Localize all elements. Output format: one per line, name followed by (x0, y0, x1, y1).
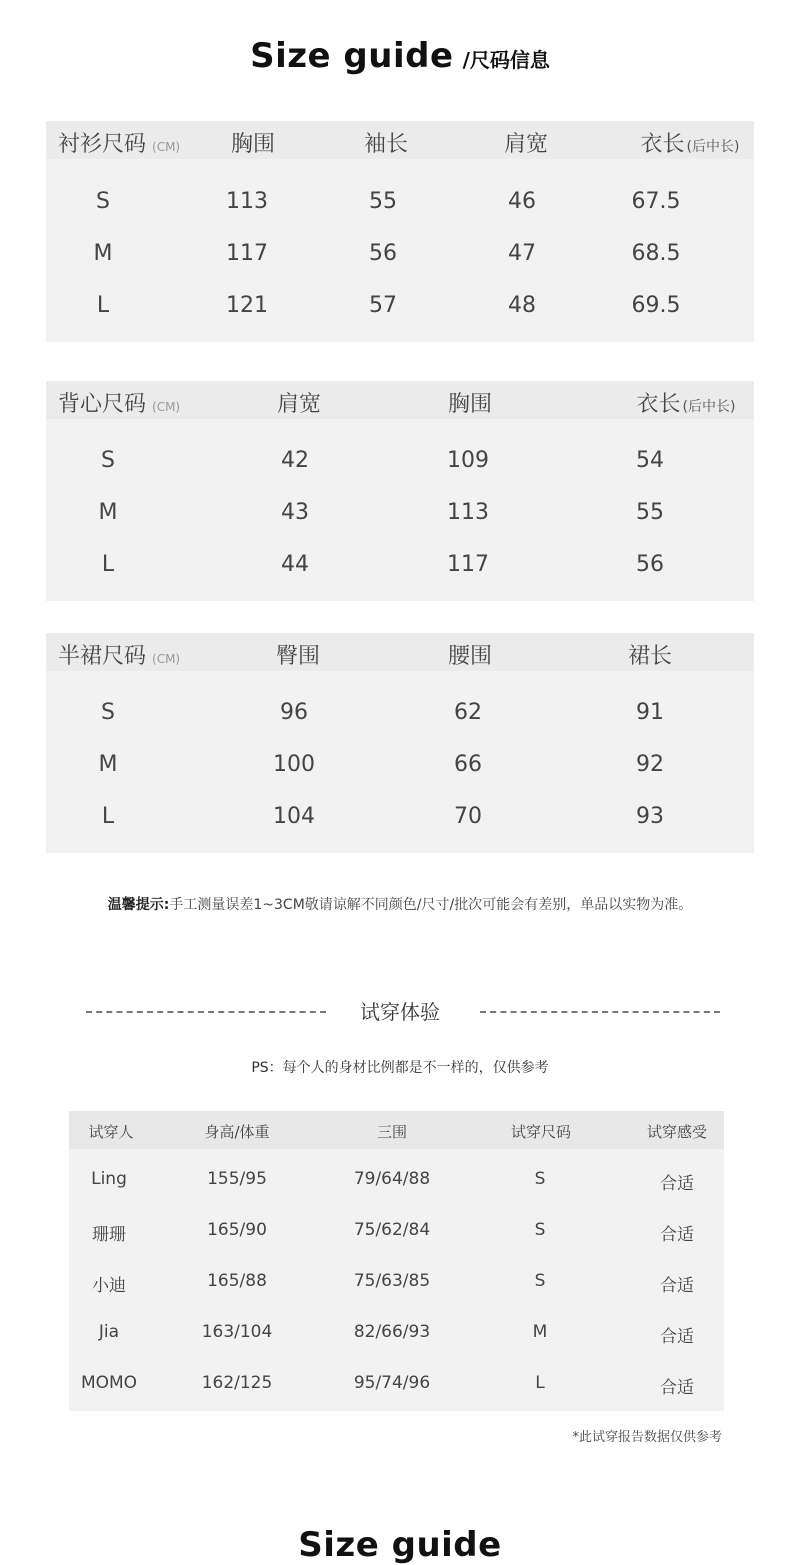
value-cell: 57 (369, 293, 397, 318)
tip-label: 温馨提示: (107, 897, 170, 913)
size-cell: S (101, 448, 115, 473)
size-cell: L (96, 293, 110, 318)
fit-feeling: 合适 (660, 1327, 694, 1347)
column-header: 肩宽 (503, 132, 549, 157)
table-row (46, 739, 754, 791)
height-weight: 165/88 (207, 1271, 267, 1291)
value-cell: 54 (636, 448, 664, 473)
value-cell: 117 (226, 241, 268, 266)
measurements: 95/74/96 (353, 1373, 431, 1393)
height-weight: 163/104 (201, 1322, 273, 1342)
tried-size: S (534, 1169, 546, 1189)
value-cell: 104 (273, 804, 315, 829)
size-cell: L (101, 552, 115, 577)
column-header: 试穿人 (88, 1123, 134, 1141)
value-cell: 70 (454, 804, 482, 829)
table-row (46, 687, 754, 739)
value-cell: 55 (636, 500, 664, 525)
skirt-size-table (46, 633, 754, 853)
value-cell: 55 (369, 189, 397, 214)
shirt-size-table (46, 121, 754, 342)
title-sub: /尺码信息 (462, 48, 550, 72)
value-cell: 117 (447, 552, 489, 577)
table-row (69, 1302, 724, 1353)
size-cell: S (96, 189, 110, 214)
value-cell: 96 (280, 700, 308, 725)
measurements: 79/64/88 (353, 1169, 431, 1189)
size-guide-title (0, 36, 800, 76)
table-row (46, 435, 754, 487)
fit-feeling: 合适 (660, 1276, 694, 1296)
value-cell: 68.5 (631, 241, 681, 266)
column-header: 试穿感受 (646, 1123, 708, 1141)
measurements: 75/63/85 (353, 1271, 431, 1291)
fit-feeling: 合适 (660, 1225, 694, 1245)
value-cell: 47 (508, 241, 536, 266)
tryon-table (69, 1111, 724, 1411)
table-row (69, 1353, 724, 1404)
value-cell: 44 (281, 552, 309, 577)
tester-name: MOMO (80, 1373, 138, 1393)
column-header: 肩宽 (276, 392, 322, 417)
column-header: 试穿尺码 (510, 1123, 572, 1141)
table-header (69, 1111, 724, 1149)
title-main: Size guide (250, 36, 454, 76)
value-cell: 46 (508, 189, 536, 214)
value-cell: 69.5 (631, 293, 681, 318)
tryon-ps: PS：每个人的身材比例都是不一样的，仅供参考 (251, 1060, 549, 1076)
column-header: 身高/体重 (204, 1123, 270, 1141)
value-cell: 113 (226, 189, 268, 214)
tried-size: L (535, 1373, 545, 1393)
value-cell: 91 (636, 700, 664, 725)
table-label: 半裙尺码 (CM) (58, 644, 181, 669)
tried-size: M (532, 1322, 548, 1342)
tryon-footnote: *此试穿报告数据仅供参考 (572, 1430, 722, 1445)
measurements: 75/62/84 (353, 1220, 431, 1240)
size-cell: M (93, 241, 113, 266)
column-header: 袖长 (363, 132, 409, 157)
value-cell: 56 (636, 552, 664, 577)
column-header: 三围 (376, 1123, 408, 1141)
tester-name: Jia (98, 1322, 120, 1342)
column-header: 衣长 (后中长) (636, 392, 736, 417)
column-header: 臀围 (275, 644, 321, 669)
table-row (46, 280, 754, 332)
table-header (46, 633, 754, 671)
value-cell: 56 (369, 241, 397, 266)
value-cell: 113 (447, 500, 489, 525)
table-row (69, 1200, 724, 1251)
value-cell: 62 (454, 700, 482, 725)
table-row (46, 176, 754, 228)
value-cell: 42 (281, 448, 309, 473)
tip-text: 手工测量误差1~3CM敬请谅解不同颜色/尺寸/批次可能会有差别，单品以实物为准。 (169, 897, 693, 913)
tester-name: Ling (91, 1169, 127, 1189)
measurements: 82/66/93 (353, 1322, 431, 1342)
value-cell: 121 (226, 293, 268, 318)
size-cell: M (98, 752, 118, 777)
value-cell: 67.5 (631, 189, 681, 214)
table-header (46, 121, 754, 159)
tried-size: S (534, 1220, 546, 1240)
size-cell: L (101, 804, 115, 829)
vest-size-table (46, 381, 754, 601)
table-row (46, 791, 754, 843)
tried-size: S (534, 1271, 546, 1291)
divider-right (480, 1011, 720, 1013)
tester-name: 小迪 (92, 1276, 126, 1296)
table-row (69, 1251, 724, 1302)
column-header: 腰围 (447, 644, 493, 669)
size-cell: S (101, 700, 115, 725)
column-header: 裙长 (627, 644, 673, 669)
tryon-title: 试穿体验 (360, 1000, 440, 1024)
height-weight: 165/90 (207, 1220, 267, 1240)
value-cell: 100 (273, 752, 315, 777)
table-row (46, 539, 754, 591)
table-label: 衬衫尺码 (CM) (58, 132, 181, 157)
table-row (46, 228, 754, 280)
column-header: 胸围 (447, 392, 493, 417)
column-header: 胸围 (230, 132, 276, 157)
value-cell: 48 (508, 293, 536, 318)
tester-name: 珊珊 (92, 1225, 126, 1245)
table-row (46, 487, 754, 539)
size-cell: M (98, 500, 118, 525)
table-label: 背心尺码 (CM) (58, 392, 181, 417)
height-weight: 155/95 (207, 1169, 267, 1189)
value-cell: 109 (447, 448, 489, 473)
table-header (46, 381, 754, 419)
warm-tip (0, 894, 800, 914)
next-section-title: Size guide (298, 1525, 502, 1565)
value-cell: 43 (281, 500, 309, 525)
value-cell: 66 (454, 752, 482, 777)
value-cell: 93 (636, 804, 664, 829)
value-cell: 92 (636, 752, 664, 777)
column-header: 衣长 (后中长) (640, 132, 740, 157)
fit-feeling: 合适 (660, 1378, 694, 1398)
table-row (69, 1149, 724, 1200)
height-weight: 162/125 (201, 1373, 273, 1393)
fit-feeling: 合适 (660, 1174, 694, 1194)
